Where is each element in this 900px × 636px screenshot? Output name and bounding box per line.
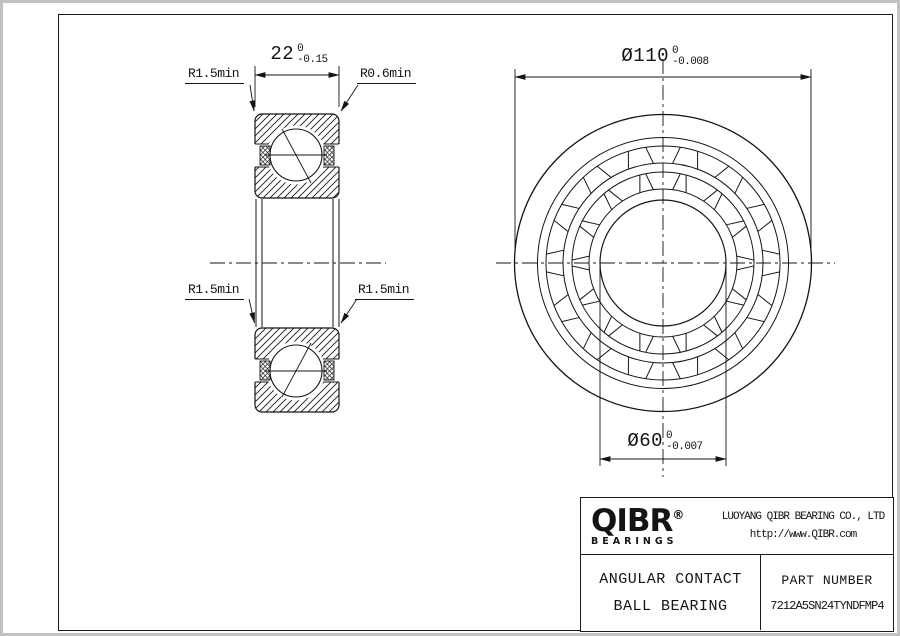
radius-label-bottom-left: R1.5min <box>185 282 244 300</box>
front-view <box>496 59 835 477</box>
part-number-cell <box>761 555 893 630</box>
product-line2: BALL BEARING <box>613 597 728 615</box>
radius-label-bottom-right: R1.5min <box>355 282 414 300</box>
outer-diameter-label <box>621 46 708 68</box>
radius-label-top-left: R1.5min <box>185 66 244 84</box>
radius-label-top-right: R0.6min <box>357 66 416 84</box>
logo-subtitle: BEARINGS <box>591 535 678 547</box>
cage-bottom-right <box>324 361 334 380</box>
width-value: 22 <box>270 43 295 65</box>
cross-section-top <box>254 114 341 198</box>
company-info <box>717 508 893 544</box>
product-line1: ANGULAR CONTACT <box>599 570 742 588</box>
bore-value: Ø60 <box>627 430 664 452</box>
registered-trademark-icon: ® <box>672 507 685 522</box>
cage-bottom-left <box>260 361 270 380</box>
width-dimension-label <box>270 44 327 66</box>
width-dimension <box>255 66 339 107</box>
cross-section-bottom <box>254 328 341 412</box>
title-block <box>580 497 894 632</box>
product-type-cell <box>581 555 761 630</box>
company-logo <box>581 502 717 547</box>
od-tolerance: 0 -0.008 <box>672 45 709 68</box>
logo-wordmark: QIBR <box>591 502 673 539</box>
cage-top-left <box>260 146 270 165</box>
title-block-header-row <box>581 498 893 555</box>
width-tolerance: 0 -0.15 <box>297 43 328 66</box>
cage-top-right <box>324 146 334 165</box>
bore-diameter-label <box>627 431 702 453</box>
company-name: LUOYANG QIBR BEARING CO., LTD <box>721 511 885 523</box>
bore-tolerance: 0 -0.007 <box>666 430 703 453</box>
od-value: Ø110 <box>621 45 669 67</box>
part-number-value: 7212A5SN24TYNDFMP4 <box>770 598 884 613</box>
cross-section-view <box>210 66 386 412</box>
title-block-detail-row <box>581 555 893 630</box>
part-number-label: PART NUMBER <box>781 572 873 588</box>
company-website: http://www.QIBR.com <box>749 529 857 541</box>
